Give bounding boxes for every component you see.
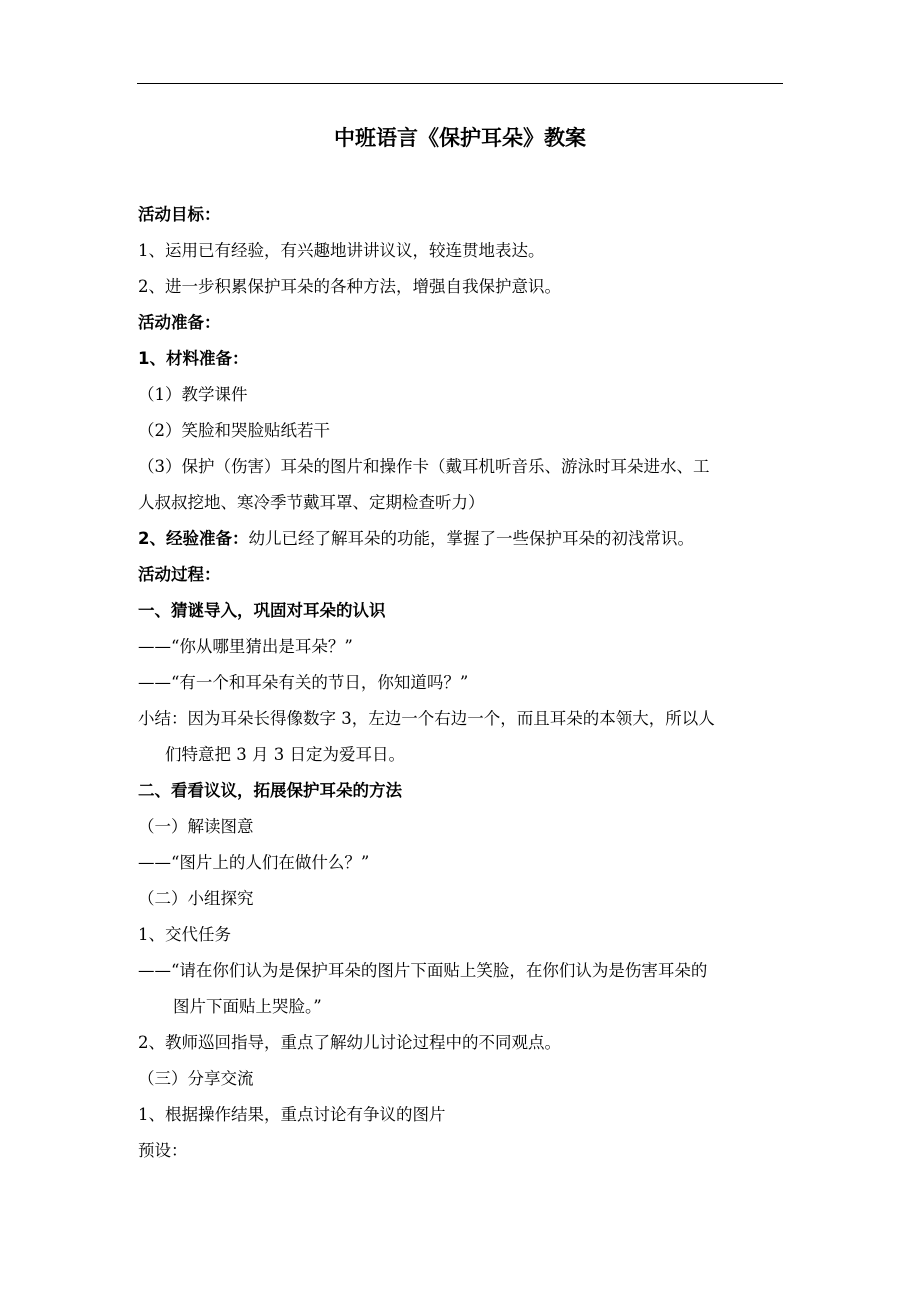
header-rule [137, 83, 783, 84]
paragraph-text: 幼儿已经了解耳朵的功能，掌握了一些保护耳朵的初浅常识。 [248, 529, 694, 548]
paragraph: ——“你从哪里猜出是耳朵？” [138, 637, 353, 656]
paragraph: （三）分享交流 [138, 1069, 254, 1088]
paragraph: 小结：因为耳朵长得像数字 3，左边一个右边一个，而且耳朵的本领大，所以人 [138, 709, 715, 728]
paragraph: （二）小组探究 [138, 889, 254, 908]
paragraph: （1）教学课件 [138, 385, 248, 404]
paragraph: 们特意把 3 月 3 日定为爱耳日。 [165, 745, 405, 764]
paragraph: 1、根据操作结果，重点讨论有争议的图片 [138, 1105, 446, 1124]
subheading: 1、材料准备： [138, 349, 249, 368]
subheading-label: 2、经验准备： [138, 529, 249, 548]
paragraph: 2、进一步积累保护耳朵的各种方法，增强自我保护意识。 [138, 277, 561, 296]
paragraph: ——“图片上的人们在做什么？” [138, 853, 370, 872]
paragraph: （一）解读图意 [138, 817, 254, 836]
subheading: 二、看看议议，拓展保护耳朵的方法 [138, 781, 402, 800]
paragraph: ——“请在你们认为是保护耳朵的图片下面贴上笑脸，在你们认为是伤害耳朵的 [138, 961, 708, 980]
paragraph: （2）笑脸和哭脸贴纸若干 [138, 421, 330, 440]
paragraph: 预设： [138, 1141, 188, 1160]
subheading: 一、猜谜导入，巩固对耳朵的认识 [138, 601, 386, 620]
paragraph: 1、交代任务 [138, 925, 231, 944]
document-body [138, 197, 798, 1169]
document-title: 中班语言《保护耳朵》教案 [334, 126, 586, 150]
paragraph: ——“有一个和耳朵有关的节日，你知道吗？” [138, 673, 469, 692]
paragraph: 图片下面贴上哭脸。” [173, 997, 322, 1016]
section-heading: 活动目标： [138, 205, 221, 224]
paragraph: 人叔叔挖地、寒冷季节戴耳罩、定期检查听力） [138, 493, 485, 512]
section-heading: 活动过程： [138, 565, 221, 584]
paragraph: 1、运用已有经验，有兴趣地讲讲议议，较连贯地表达。 [138, 241, 545, 260]
paragraph: （3）保护（伤害）耳朵的图片和操作卡（戴耳机听音乐、游泳时耳朵进水、工 [138, 457, 710, 476]
paragraph [138, 521, 798, 557]
paragraph: 2、教师巡回指导，重点了解幼儿讨论过程中的不同观点。 [138, 1033, 561, 1052]
section-heading: 活动准备： [138, 313, 221, 332]
